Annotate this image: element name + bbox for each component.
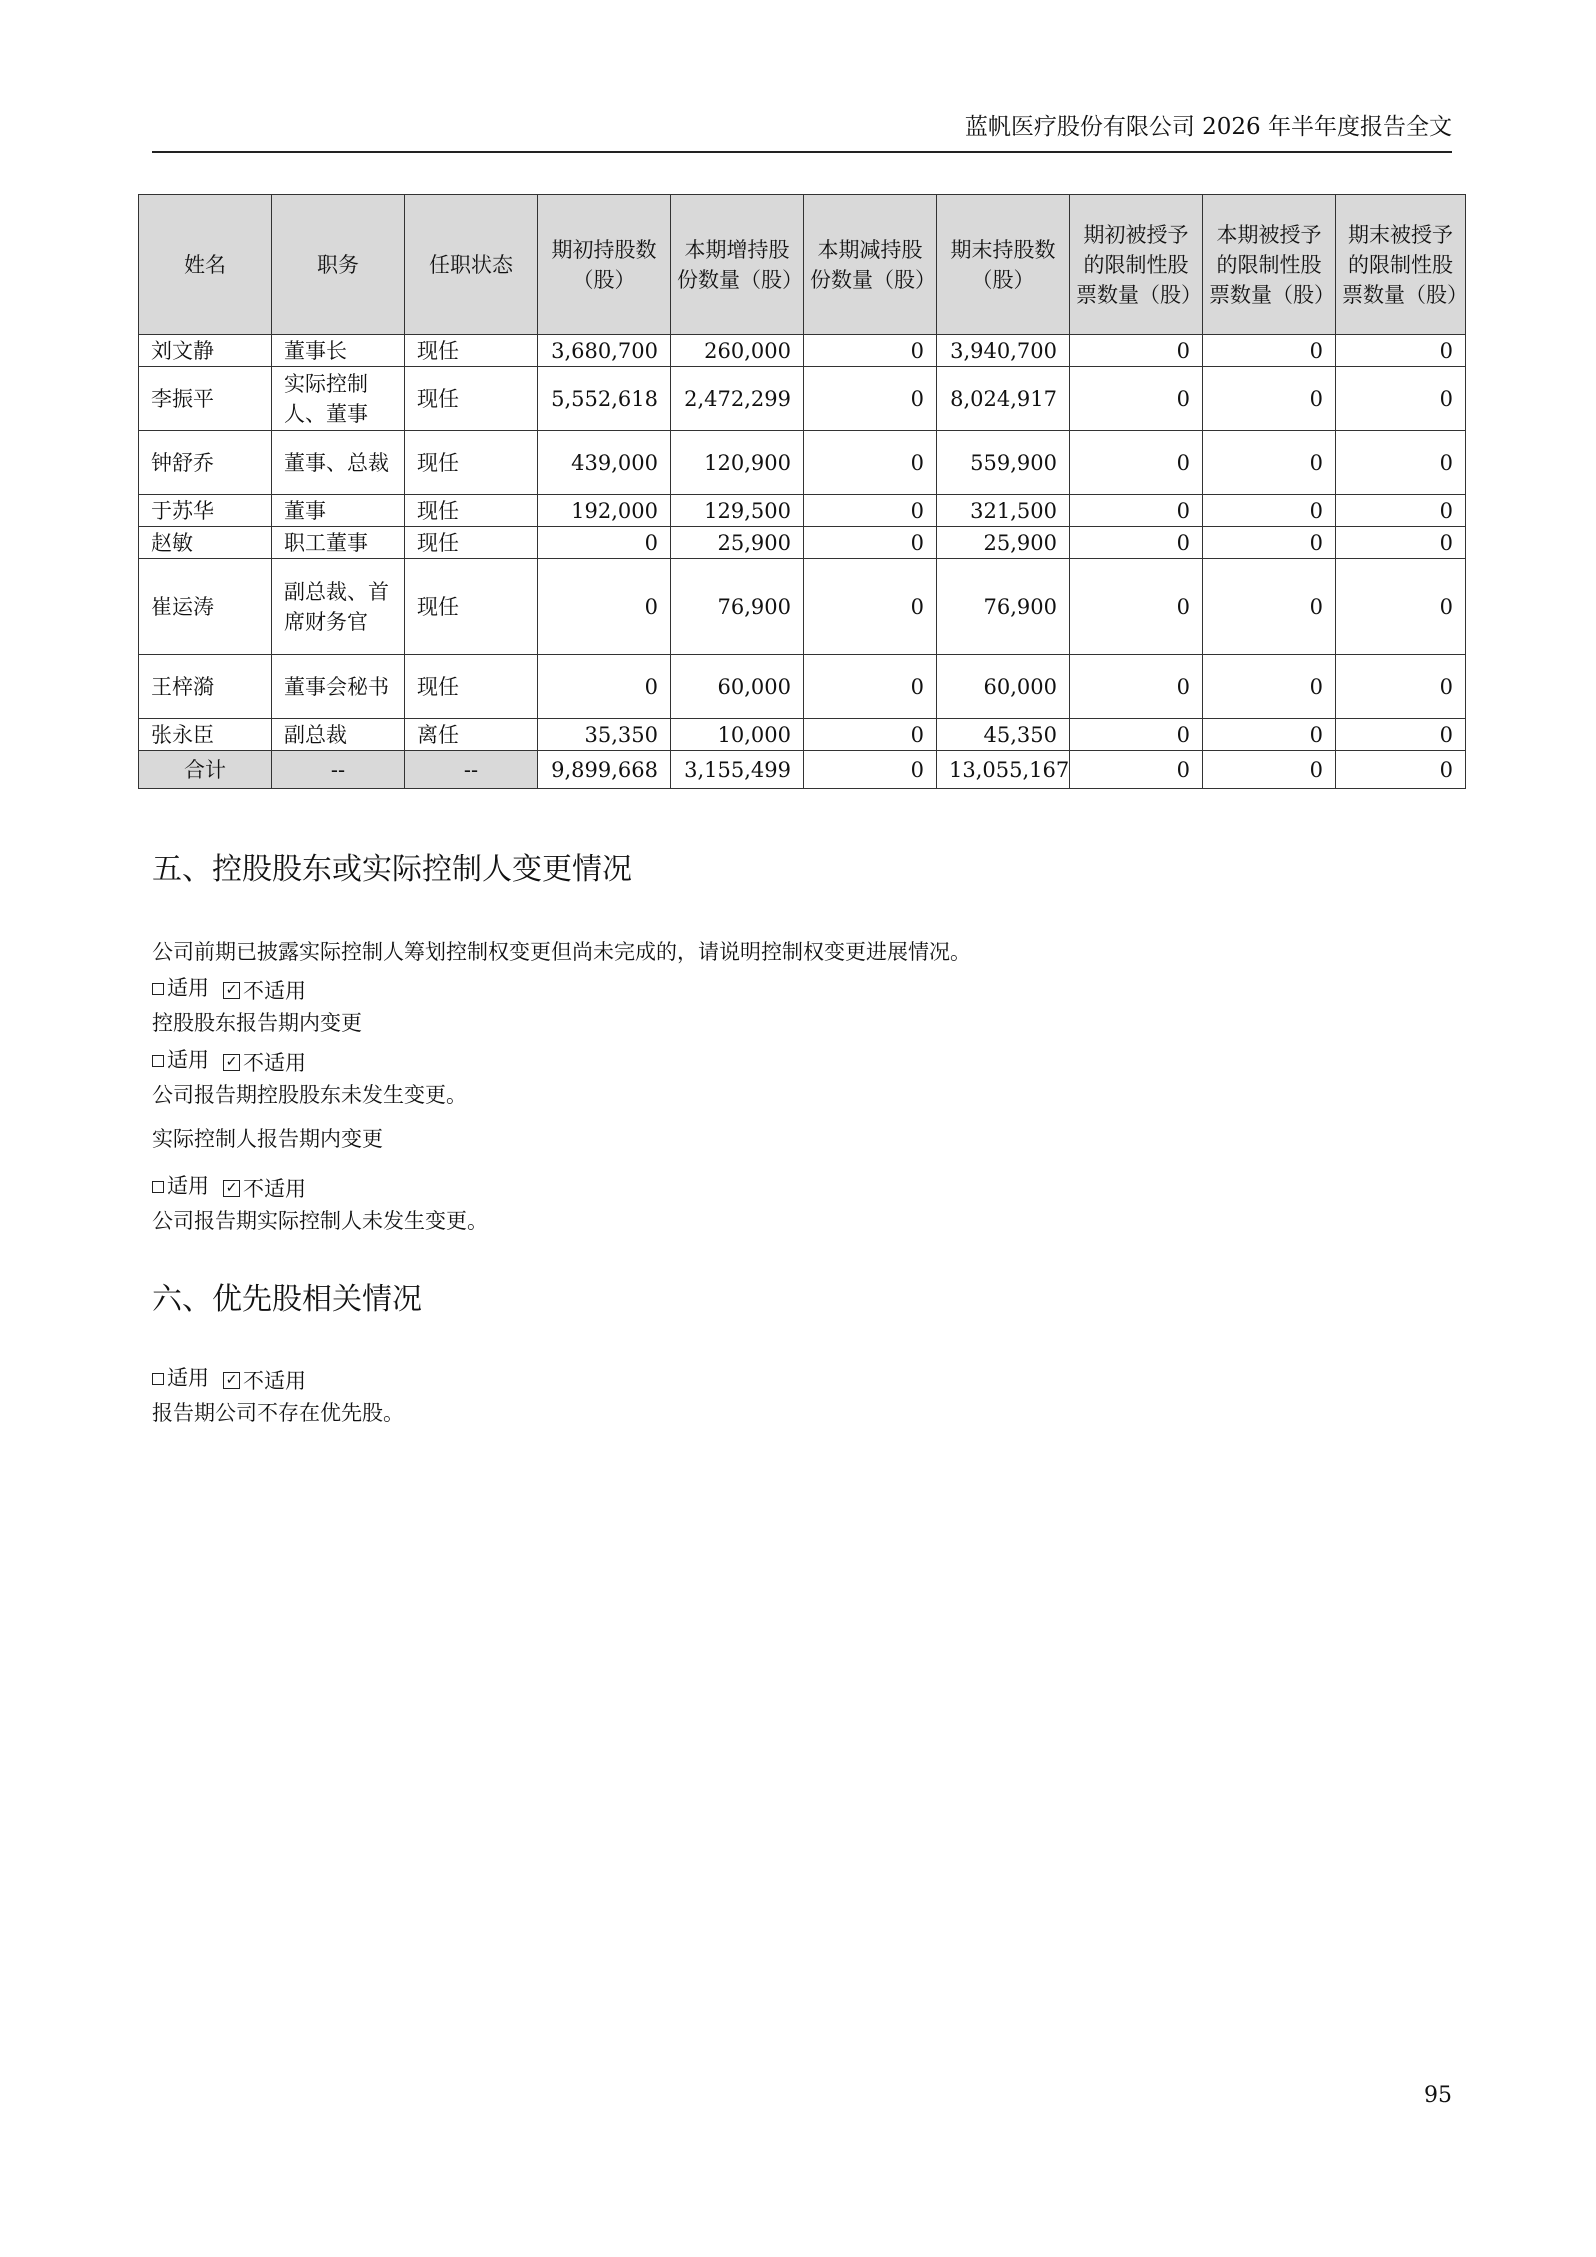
header-rule — [152, 151, 1452, 153]
table-cell: 0 — [1203, 367, 1336, 431]
table-cell: 0 — [1336, 719, 1466, 751]
table-cell: 现任 — [405, 367, 538, 431]
table-row — [139, 527, 1466, 559]
table-cell: 董事长 — [272, 335, 405, 367]
option-applicable-label: 适用 — [167, 1048, 209, 1072]
table-cell: 35,350 — [538, 719, 671, 751]
column-header: 本期被授予的限制性股票数量（股） — [1203, 195, 1336, 335]
option-applicable-label: 适用 — [167, 1366, 209, 1390]
table-cell: 0 — [1336, 335, 1466, 367]
table-cell: 0 — [1203, 335, 1336, 367]
table-cell: 0 — [804, 335, 937, 367]
table-cell: 0 — [804, 719, 937, 751]
table-cell: 刘文静 — [139, 335, 272, 367]
table-cell: 60,000 — [937, 655, 1070, 719]
table-cell: 260,000 — [671, 335, 804, 367]
page-number: 95 — [1424, 2083, 1452, 2108]
table-cell: 76,900 — [937, 559, 1070, 655]
column-header: 本期减持股份数量（股） — [804, 195, 937, 335]
unchecked-box-icon — [152, 983, 164, 995]
table-cell: 0 — [1070, 495, 1203, 527]
unchecked-box-icon — [152, 1373, 164, 1385]
table-total-cell: -- — [405, 751, 538, 789]
table-total-cell: 0 — [804, 751, 937, 789]
table-cell: 现任 — [405, 655, 538, 719]
option-applicable-label: 适用 — [167, 976, 209, 1000]
option-line — [152, 1362, 306, 1396]
checked-box-icon: ✓ — [223, 1054, 240, 1071]
table-cell: 0 — [538, 559, 671, 655]
table-cell: 8,024,917 — [937, 367, 1070, 431]
table-cell: 于苏华 — [139, 495, 272, 527]
table-row — [139, 559, 1466, 655]
column-header: 职务 — [272, 195, 405, 335]
table-cell: 0 — [1203, 527, 1336, 559]
section-6-result: 报告期公司不存在优先股。 — [152, 1401, 404, 1425]
column-header: 期初持股数（股） — [538, 195, 671, 335]
table-cell: 0 — [1070, 655, 1203, 719]
table-cell: 5,552,618 — [538, 367, 671, 431]
unchecked-box-icon — [152, 1181, 164, 1193]
table-cell: 0 — [804, 431, 937, 495]
column-header: 期初被授予的限制性股票数量（股） — [1070, 195, 1203, 335]
table-cell: 0 — [1203, 655, 1336, 719]
column-header: 本期增持股份数量（股） — [671, 195, 804, 335]
table-row — [139, 431, 1466, 495]
table-cell: 0 — [1203, 495, 1336, 527]
table-cell: 0 — [1336, 655, 1466, 719]
table-cell: 0 — [1336, 559, 1466, 655]
table-cell: 0 — [1070, 719, 1203, 751]
table-cell: 0 — [804, 367, 937, 431]
table-cell: 0 — [1336, 527, 1466, 559]
table-cell: 0 — [1070, 431, 1203, 495]
table-cell: 0 — [804, 655, 937, 719]
option-not-applicable-label: 不适用 — [243, 1368, 306, 1393]
table-cell: 559,900 — [937, 431, 1070, 495]
table-cell: 60,000 — [671, 655, 804, 719]
section-6-title: 六、优先股相关情况 — [152, 1282, 422, 1317]
table-header-row — [139, 195, 1466, 335]
table-row — [139, 655, 1466, 719]
table-cell: 0 — [1070, 367, 1203, 431]
table-cell: 实际控制人、董事 — [272, 367, 405, 431]
table-cell: 25,900 — [671, 527, 804, 559]
option-line — [152, 972, 306, 1006]
table-cell: 现任 — [405, 335, 538, 367]
table-cell: 0 — [538, 527, 671, 559]
checked-box-icon: ✓ — [223, 1372, 240, 1389]
table-total-row — [139, 751, 1466, 789]
table-total-cell: -- — [272, 751, 405, 789]
table-cell: 0 — [1336, 367, 1466, 431]
table-total-cell: 0 — [1070, 751, 1203, 789]
table-total-cell: 3,155,499 — [671, 751, 804, 789]
table-cell: 0 — [1203, 431, 1336, 495]
unchecked-box-icon — [152, 1055, 164, 1067]
table-cell: 现任 — [405, 527, 538, 559]
column-header: 期末持股数（股） — [937, 195, 1070, 335]
table-cell: 李振平 — [139, 367, 272, 431]
table-cell: 129,500 — [671, 495, 804, 527]
table-cell: 3,940,700 — [937, 335, 1070, 367]
option-not-applicable-label: 不适用 — [243, 978, 306, 1003]
table-cell: 董事、总裁 — [272, 431, 405, 495]
table-row — [139, 335, 1466, 367]
actual-controller-result: 公司报告期实际控制人未发生变更。 — [152, 1209, 488, 1233]
option-not-applicable-label: 不适用 — [243, 1176, 306, 1201]
table-cell: 现任 — [405, 431, 538, 495]
table-cell: 0 — [1336, 495, 1466, 527]
report-header: 蓝帆医疗股份有限公司 2026 年半年度报告全文 — [964, 114, 1452, 140]
table-cell: 45,350 — [937, 719, 1070, 751]
table-cell: 副总裁 — [272, 719, 405, 751]
table-cell: 3,680,700 — [538, 335, 671, 367]
table-cell: 0 — [804, 527, 937, 559]
column-header: 姓名 — [139, 195, 272, 335]
table-cell: 钟舒乔 — [139, 431, 272, 495]
table-total-cell: 合计 — [139, 751, 272, 789]
checked-box-icon: ✓ — [223, 1180, 240, 1197]
column-header: 任职状态 — [405, 195, 538, 335]
checked-box-icon: ✓ — [223, 982, 240, 999]
table-cell: 0 — [1070, 527, 1203, 559]
table-cell: 0 — [1203, 559, 1336, 655]
section-5-intro: 公司前期已披露实际控制人筹划控制权变更但尚未完成的，请说明控制权变更进展情况。 — [152, 940, 971, 964]
actual-controller-heading: 实际控制人报告期内变更 — [152, 1127, 383, 1151]
section-5-title: 五、控股股东或实际控制人变更情况 — [152, 852, 632, 887]
table-cell: 0 — [1070, 335, 1203, 367]
table-cell: 王梓漪 — [139, 655, 272, 719]
option-applicable-label: 适用 — [167, 1174, 209, 1198]
table-cell: 0 — [804, 559, 937, 655]
table-cell: 现任 — [405, 495, 538, 527]
table-cell: 0 — [804, 495, 937, 527]
table-cell: 张永臣 — [139, 719, 272, 751]
table-cell: 副总裁、首席财务官 — [272, 559, 405, 655]
table-total-cell: 9,899,668 — [538, 751, 671, 789]
table-cell: 离任 — [405, 719, 538, 751]
table-total-cell: 0 — [1336, 751, 1466, 789]
table-cell: 崔运涛 — [139, 559, 272, 655]
table-cell: 董事 — [272, 495, 405, 527]
table-cell: 职工董事 — [272, 527, 405, 559]
table-cell: 0 — [1336, 431, 1466, 495]
table-cell: 10,000 — [671, 719, 804, 751]
table-cell: 321,500 — [937, 495, 1070, 527]
table-cell: 120,900 — [671, 431, 804, 495]
controlling-shareholder-heading: 控股股东报告期内变更 — [152, 1011, 362, 1035]
table-cell: 25,900 — [937, 527, 1070, 559]
table-cell: 0 — [1203, 719, 1336, 751]
table-cell: 董事会秘书 — [272, 655, 405, 719]
table-cell: 2,472,299 — [671, 367, 804, 431]
table-cell: 现任 — [405, 559, 538, 655]
option-not-applicable-label: 不适用 — [243, 1050, 306, 1075]
table-total-cell: 0 — [1203, 751, 1336, 789]
column-header: 期末被授予的限制性股票数量（股） — [1336, 195, 1466, 335]
table-cell: 0 — [538, 655, 671, 719]
table-cell: 192,000 — [538, 495, 671, 527]
option-line — [152, 1170, 306, 1204]
table-row — [139, 495, 1466, 527]
option-line — [152, 1044, 306, 1078]
table-row — [139, 719, 1466, 751]
table-cell: 0 — [1070, 559, 1203, 655]
table-cell: 76,900 — [671, 559, 804, 655]
controlling-shareholder-result: 公司报告期控股股东未发生变更。 — [152, 1083, 467, 1107]
shareholding-table — [138, 194, 1466, 789]
table-row — [139, 367, 1466, 431]
table-cell: 赵敏 — [139, 527, 272, 559]
table-total-cell: 13,055,167 — [937, 751, 1070, 789]
table-cell: 439,000 — [538, 431, 671, 495]
